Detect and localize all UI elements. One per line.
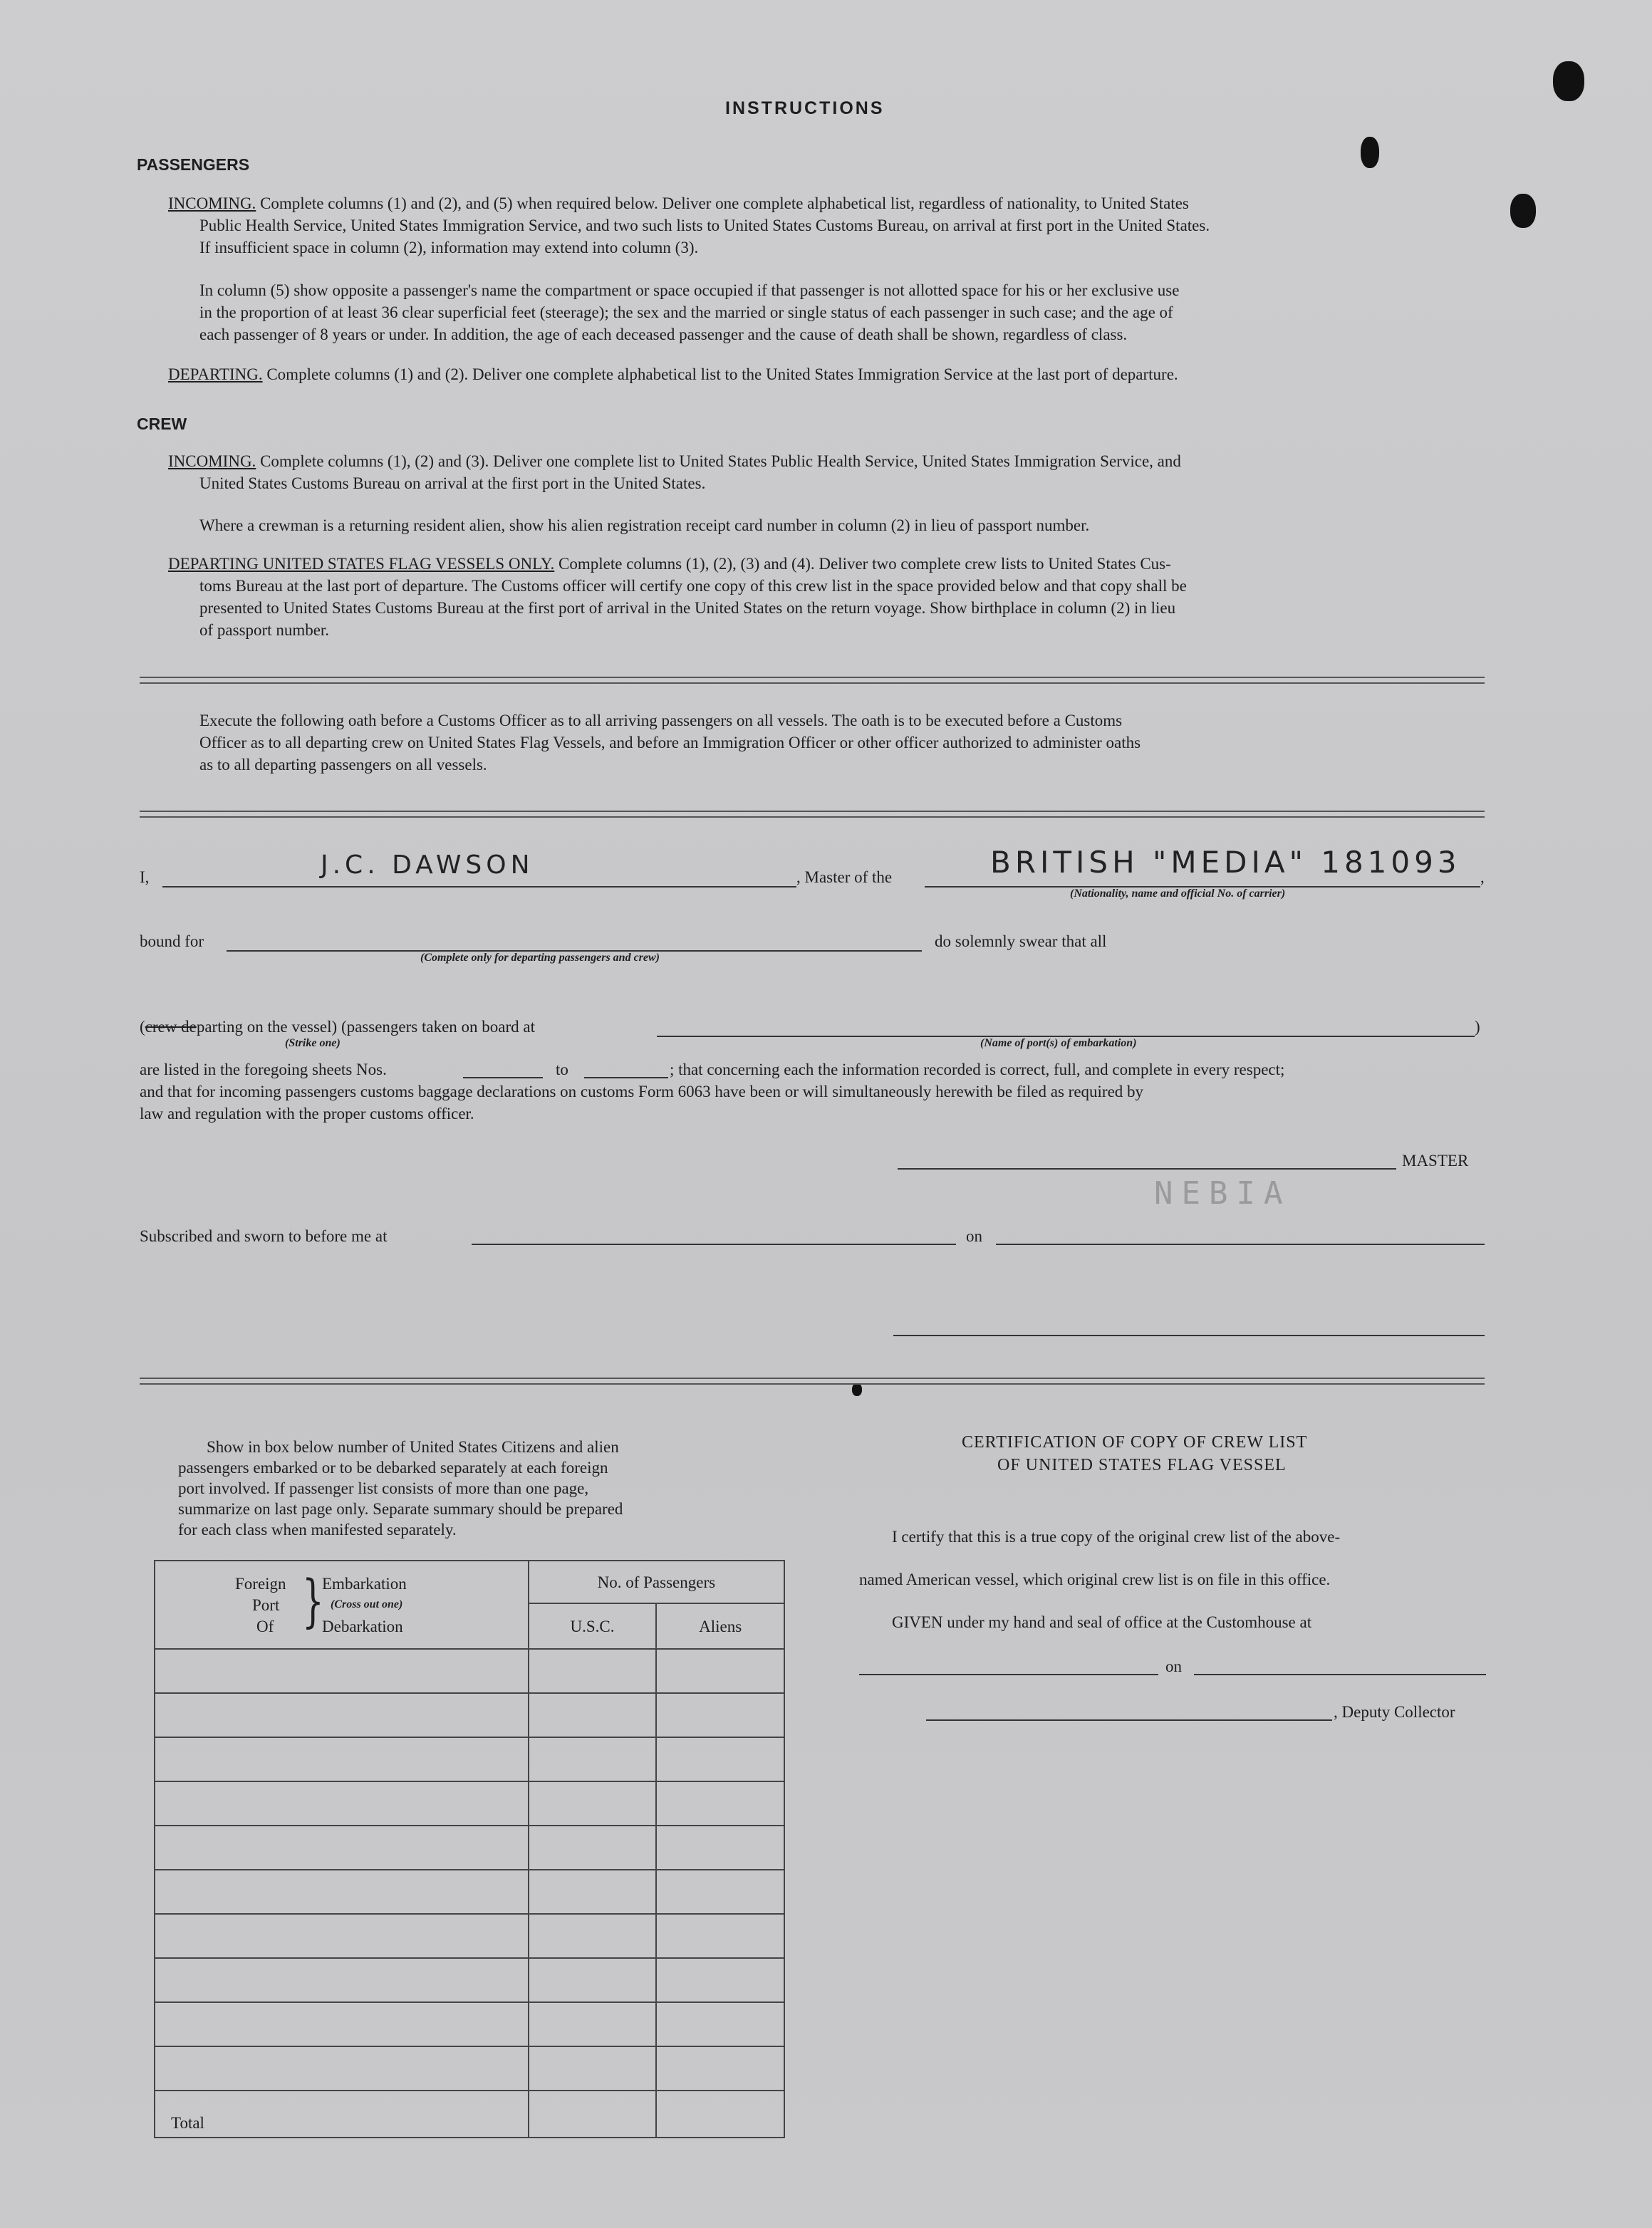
instructions-title: INSTRUCTIONS [725, 98, 885, 118]
table-row [155, 1870, 784, 1914]
port-label: Port [252, 1596, 280, 1614]
flag-paragraph [168, 553, 1171, 575]
divider [140, 1378, 1485, 1385]
on-label: on [966, 1227, 982, 1245]
carrier-caption: (Nationality, name and official No. of carrier) [1070, 887, 1286, 900]
customhouse-place-field[interactable] [859, 1674, 1158, 1675]
departing-label: DEPARTING. [168, 365, 263, 383]
close-paren: ) [1475, 1018, 1480, 1036]
master-name-field[interactable] [162, 886, 796, 887]
ink-blot [1510, 194, 1536, 228]
strike-caption: (Strike one) [285, 1037, 341, 1049]
port-header-cell [155, 1561, 529, 1649]
table-row [155, 1914, 784, 1958]
summary-text-3: port involved. If passenger list consists of more than one page, [178, 1479, 589, 1497]
table-row [155, 1826, 784, 1870]
port-caption: (Name of port(s) of embarkation) [980, 1037, 1137, 1049]
foreign-label: Foreign [235, 1575, 286, 1593]
table-row [155, 1958, 784, 2002]
cert-text-3: GIVEN under my hand and seal of office at the Customhouse at [892, 1613, 1312, 1631]
open-paren: ( [140, 1018, 145, 1036]
summary-text-2: passengers embarked or to be debarked separately at each foreign [178, 1459, 608, 1477]
sheets-from-field[interactable] [463, 1077, 543, 1078]
col5-text-2: in the proportion of at least 36 clear superficial feet (steerage); the sex and the married or single status of each passenger in such case; and the age of [199, 303, 1173, 321]
summary-text-5: for each class when manifested separately. [178, 1521, 457, 1539]
oath-line-3: law and regulation with the proper customs officer. [140, 1105, 474, 1123]
oath-intro-3: as to all departing passengers on all vessels. [199, 756, 487, 774]
col5-text-3: each passenger of 8 years or under. In addition, the age of each deceased passenger and the cause of death shall be shown, regardless of class. [199, 326, 1128, 343]
table-row [155, 1781, 784, 1826]
incoming-paragraph [168, 192, 1486, 214]
usc-header: U.S.C. [529, 1603, 657, 1649]
no-passengers-header: No. of Passengers [529, 1561, 784, 1603]
crew-incoming-text-1: Complete columns (1), (2) and (3). Deliver one complete list to United States Public Health Service, United States Immigration Service, and [260, 452, 1181, 470]
divider [140, 677, 1485, 684]
master-name-value: J.C. DAWSON [321, 850, 534, 880]
crew-incoming-label: INCOMING. [168, 452, 256, 470]
oath-intro-1: Execute the following oath before a Customs Officer as to all arriving passengers on all vessels. The oath is to be executed before a Customs [199, 712, 1123, 729]
cert-title-1: CERTIFICATION OF COPY OF CREW LIST [962, 1433, 1308, 1452]
crew-heading: CREW [137, 415, 187, 433]
total-label: Total [155, 2091, 529, 2138]
summary-text-4: summarize on last page only. Separate summary should be prepared [178, 1500, 623, 1518]
brace-icon: } [302, 1568, 324, 1634]
aliens-header: Aliens [656, 1603, 784, 1649]
departing-text: Complete columns (1) and (2). Deliver one complete alphabetical list to the United States Immigration Service at the last port of departure. [266, 365, 1178, 383]
crew-incoming-text-2: United States Customs Bureau on arrival at the first port in the United States. [199, 474, 706, 492]
flag-text-1: Complete columns (1), (2), (3) and (4). Deliver two complete crew lists to United States Cus- [559, 555, 1171, 573]
ink-blot [1361, 137, 1379, 168]
officer-signature-field[interactable] [893, 1335, 1485, 1336]
master-signature-field[interactable] [898, 1168, 1396, 1170]
incoming-text-1: Complete columns (1) and (2), and (5) when required below. Deliver one complete alphabetical list, regardless of nationality, to United States [260, 194, 1189, 212]
incoming-label: INCOMING. [168, 194, 256, 212]
cross-out-label: (Cross out one) [331, 1598, 403, 1610]
table-row [155, 2046, 784, 2091]
flag-text-4: of passport number. [199, 621, 330, 639]
master-of-label: , Master of the [796, 868, 893, 886]
oath-intro-2: Officer as to all departing crew on United States Flag Vessels, and before an Immigration Officer or other officer authorized to administer oaths [199, 734, 1141, 751]
swear-label: do solemnly swear that all [935, 932, 1107, 950]
departing-line [140, 1016, 535, 1038]
deputy-collector-label: , Deputy Collector [1334, 1703, 1455, 1721]
comma: , [1480, 868, 1485, 886]
of-label: Of [256, 1618, 274, 1635]
incoming-text-3: If insufficient space in column (2), information may extend into column (3). [199, 239, 699, 256]
table-row [155, 2002, 784, 2046]
subscribed-label: Subscribed and sworn to before me at [140, 1227, 388, 1245]
sheets-label: are listed in the foregoing sheets Nos. [140, 1061, 387, 1078]
bleed-through-text: NEBIA [1154, 1175, 1292, 1212]
flag-text-3: presented to United States Customs Bureau at the first port of arrival in the United States on the return voyage. Show birthplace in column (2) in lieu [199, 599, 1176, 617]
subscribed-place-field[interactable] [472, 1244, 956, 1245]
subscribed-date-field[interactable] [996, 1244, 1485, 1245]
cert-on-label: on [1165, 1657, 1182, 1675]
flag-text-2: toms Bureau at the last port of departure. The Customs officer will certify one copy of this crew list in the space provided below and that copy shall be [199, 577, 1187, 595]
crew-incoming-paragraph [168, 450, 1181, 472]
master-label: MASTER [1402, 1152, 1469, 1170]
passengers-heading: PASSENGERS [137, 155, 250, 174]
passenger-tally-table [154, 1560, 785, 2138]
table-row [155, 1693, 784, 1737]
departing-on-vessel: parting on the vessel) (passengers taken on board at [196, 1018, 536, 1036]
cert-text-2: named American vessel, which original crew list is on file in this office. [859, 1571, 1331, 1588]
sheets-tail: ; that concerning each the information recorded is correct, full, and complete in every respect; [670, 1061, 1285, 1078]
bound-caption: (Complete only for departing passengers and crew) [420, 952, 660, 964]
bound-for-label: bound for [140, 932, 204, 950]
crewman-text: Where a crewman is a returning resident alien, show his alien registration receipt card number in column (2) in lieu of passport number. [199, 516, 1090, 534]
carrier-value: BRITISH "MEDIA" 181093 [990, 845, 1461, 880]
sheets-to-field[interactable] [584, 1077, 668, 1078]
departing-paragraph [168, 363, 1178, 385]
table-row [155, 1649, 784, 1693]
debarkation-label: Debarkation [322, 1618, 403, 1635]
customhouse-date-field[interactable] [1194, 1674, 1486, 1675]
crew-strike: crew de [145, 1018, 197, 1036]
flag-label: DEPARTING UNITED STATES FLAG VESSELS ONLY. [168, 555, 555, 573]
ink-blot [1553, 61, 1584, 101]
embarkation-label: Embarkation [322, 1575, 407, 1593]
deputy-signature-field[interactable] [926, 1719, 1332, 1721]
summary-text-1: Show in box below number of United States Citizens and alien [207, 1438, 619, 1456]
col5-text-1: In column (5) show opposite a passenger's name the compartment or space occupied if that passenger is not allotted space for his or her exclusive use [199, 281, 1180, 299]
to-label: to [556, 1061, 568, 1078]
cert-title-2: OF UNITED STATES FLAG VESSEL [997, 1456, 1287, 1474]
incoming-text-2: Public Health Service, United States Immigration Service, and two such lists to United States Customs Bureau, on arrival at first port in the United States. [199, 217, 1210, 234]
total-row [155, 2091, 784, 2138]
cert-text-1: I certify that this is a true copy of the original crew list of the above- [892, 1528, 1341, 1546]
oath-line-2: and that for incoming passengers customs baggage declarations on customs Form 6063 have been or will simultaneously herewith be filed as required by [140, 1083, 1144, 1100]
table-row [155, 1737, 784, 1781]
i-label: I, [140, 868, 150, 886]
ink-blot [852, 1383, 862, 1396]
divider [140, 811, 1485, 818]
